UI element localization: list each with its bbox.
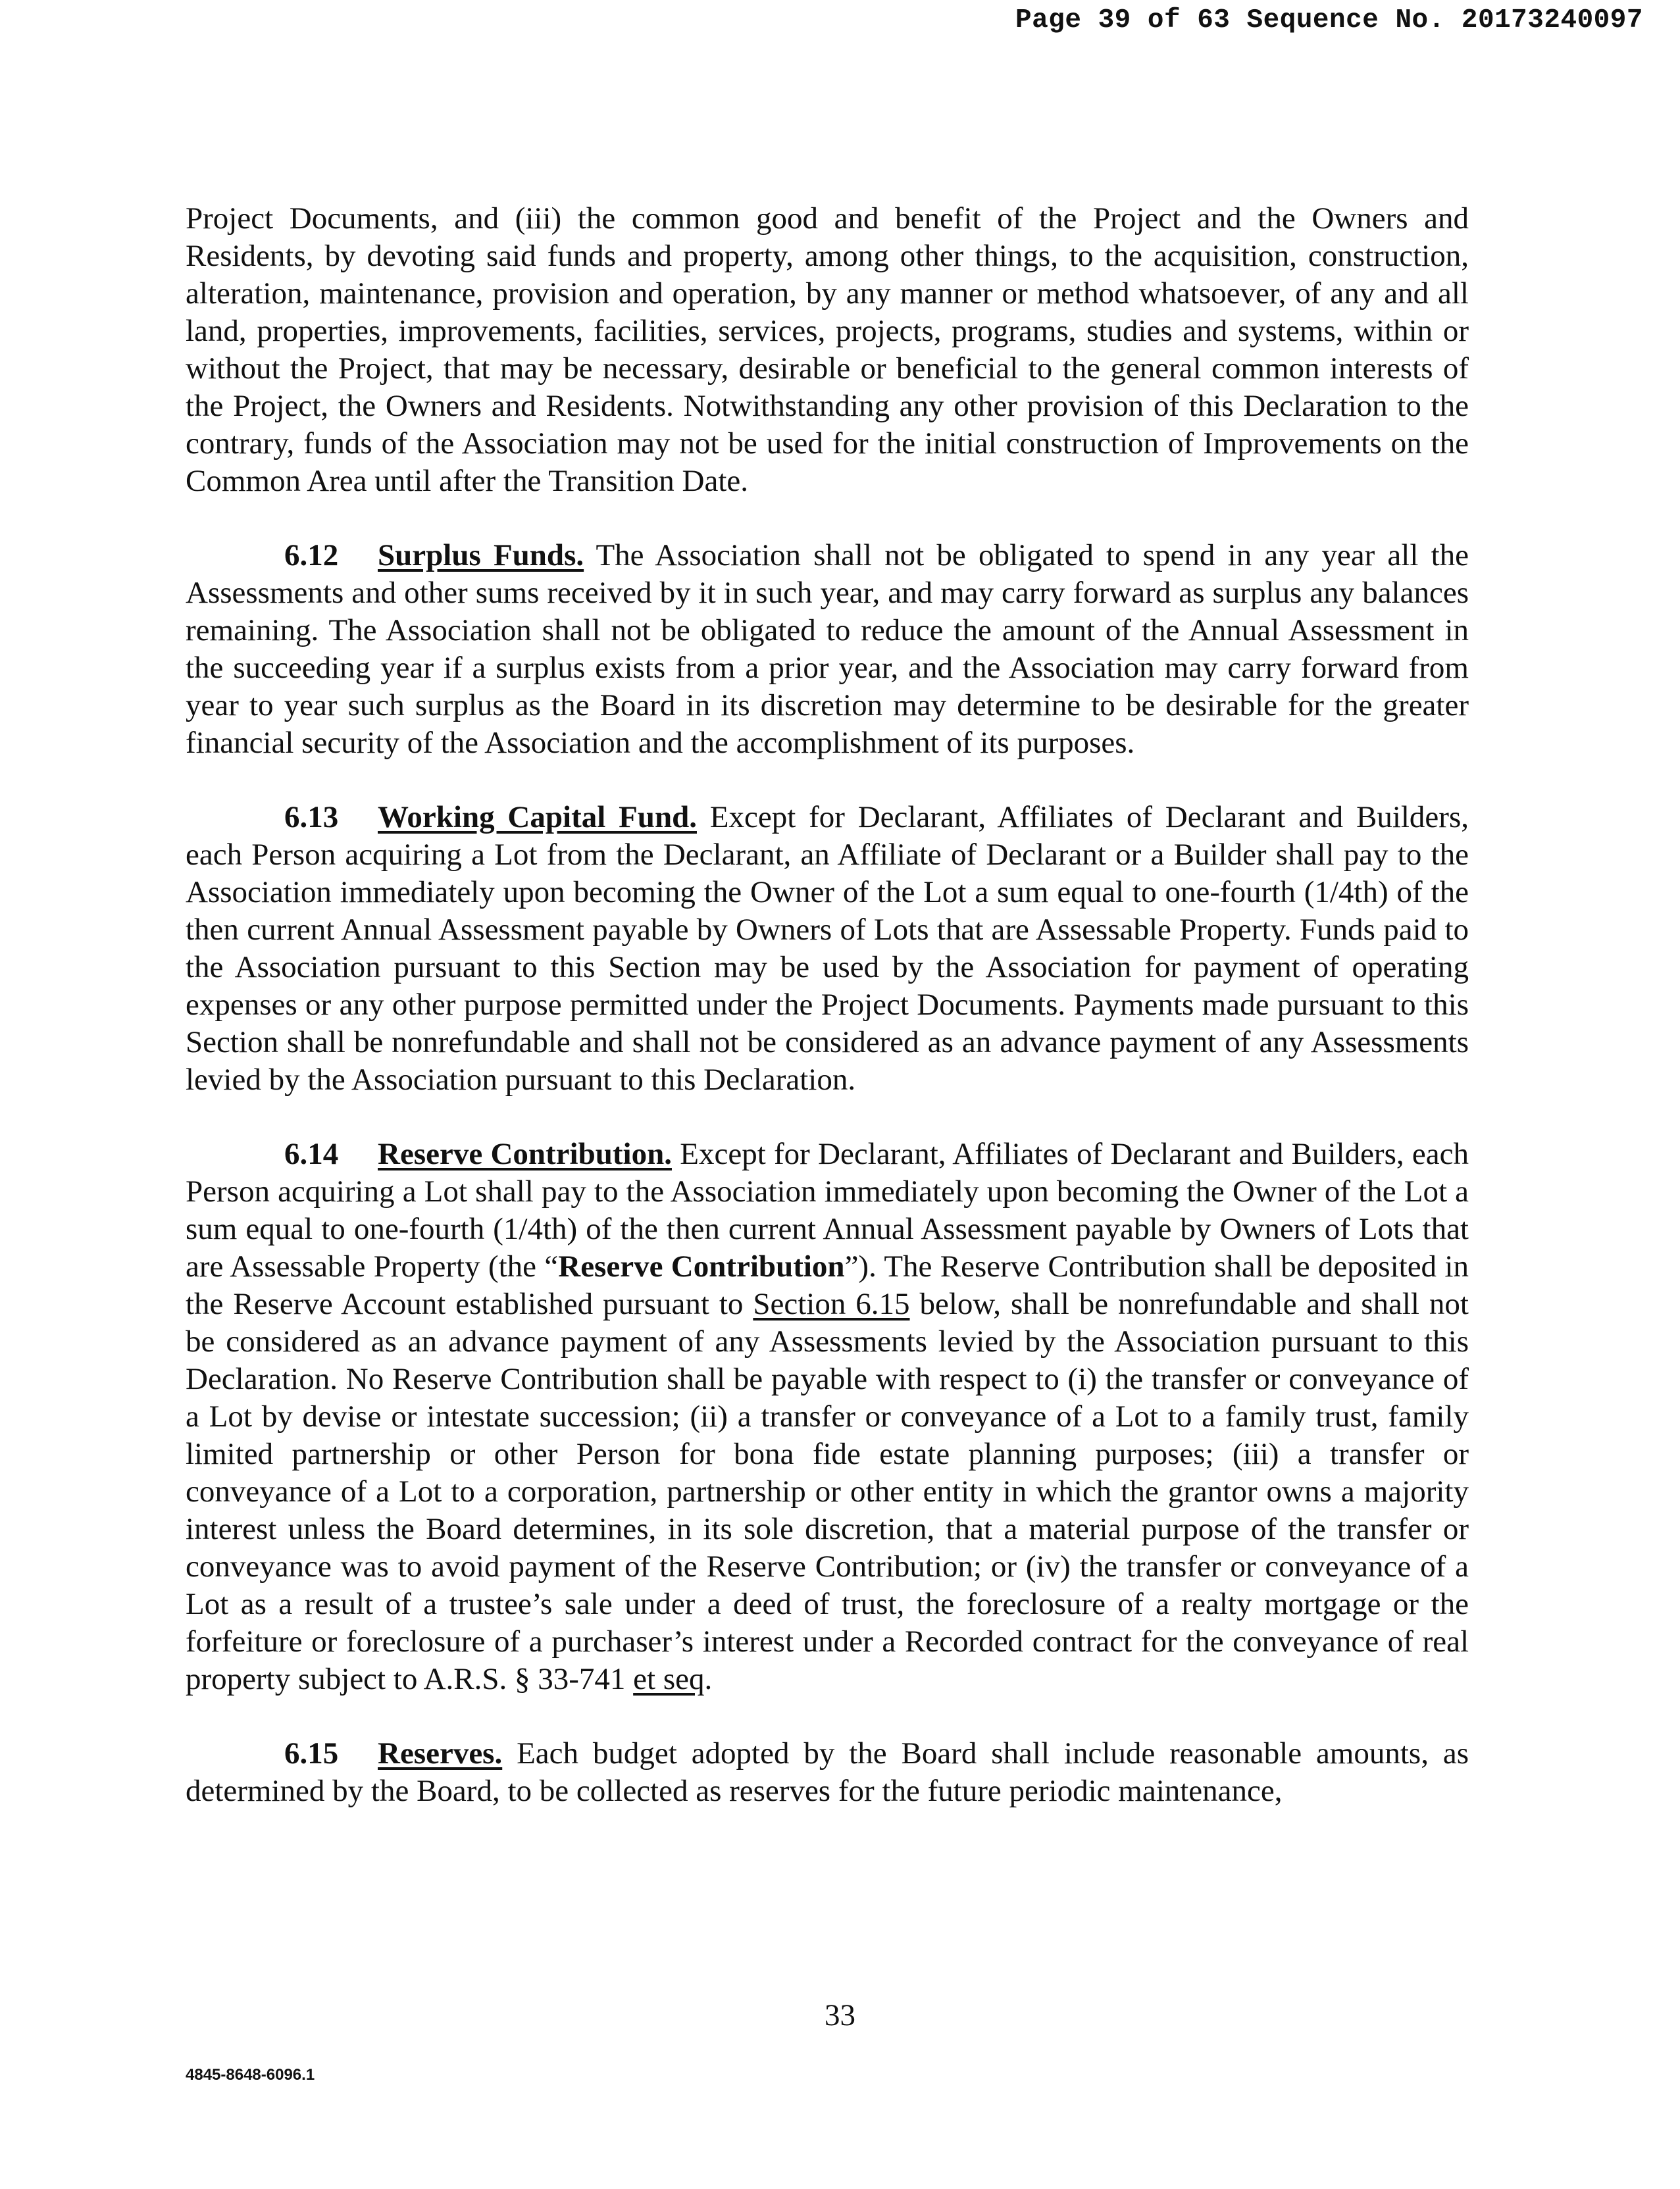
section-6-15 — [186, 1735, 1469, 1810]
section-number: 6.13 — [284, 800, 339, 834]
section-text: below, shall be nonrefundable and shall not be considered as an advance payment of any Assessments levied by the Association pursuant to this Declaration. No Reserve Contribution shall be payable with respect to (i) the transfer or conveyance of a Lot by devise or intestate succession; (ii) a transfer or conveyance of a Lot to a family trust, family limited partnership or other Person for bona fide estate planning purposes; (iii) a transfer or conveyance of a Lot to a corporation, partnership or other entity in which the grantor owns a majority interest unless the Board determines, in its sole discretion, that a material purpose of the transfer or conveyance was to avoid payment of the Reserve Contribution; or (iv) the transfer or conveyance of a Lot as a result of a trustee’s sale under a deed of trust, the foreclosure of a realty mortgage or the forfeiture or foreclosure of a purchaser’s interest under a Recorded contract for the conveyance of real property subject to A.R.S. § 33-741 — [186, 1287, 1469, 1696]
paragraph-continuation: Project Documents, and (iii) the common good and benefit of the Project and the Owners and Residents, by devoting said funds and property, among other things, to the acquisition, construction, alteration, maintenance, provision and operation, by any manner or method whatsoever, of any and all land, properties, improvements, facilities, services, projects, programs, studies and systems, within or without the Project, that may be necessary, desirable or beneficial to the general common interests of the Project, the Owners and Residents. Notwithstanding any other provision of this Declaration to the contrary, funds of the Association may not be used for the initial construction of Improvements on the Common Area until after the Transition Date. — [186, 201, 1469, 498]
section-reference: Section 6.15 — [753, 1287, 910, 1321]
section-number: 6.14 — [284, 1137, 339, 1171]
section-heading: Surplus Funds. — [378, 538, 584, 572]
section-text: ”). The Reserve Contribution shall be deposited in the Reserve Account established pursuant to — [186, 1249, 1469, 1321]
et-seq: et seq — [633, 1662, 705, 1696]
page-number: 33 — [825, 1998, 855, 2032]
document-body — [186, 200, 1469, 1847]
section-text: Each budget adopted by the Board shall include reasonable amounts, as determined by the Board, to be collected as reserves for the future periodic maintenance, — [186, 1736, 1469, 1808]
section-heading: Reserves. — [378, 1736, 503, 1771]
section-6-14 — [186, 1136, 1469, 1698]
section-text: Except for Declarant, Affiliates of Declarant and Builders, each Person acquiring a Lot from the Declarant, an Affiliate of Declarant or a Builder shall pay to the Association immediately upon becoming the Owner of the Lot a sum equal to one-fourth (1/4th) of the then current Annual Assessment payable by Owners of Lots that are Assessable Property. Funds paid to the Association pursuant to this Section may be used by the Association for payment of operating expenses or any other purpose permitted under the Project Documents. Payments made pursuant to this Section shall be nonrefundable and shall not be considered as an advance payment of any Assessments levied by the Association pursuant to this Declaration. — [186, 800, 1469, 1097]
section-heading: Reserve Contribution. — [378, 1137, 672, 1171]
section-text: Except for Declarant, Affiliates of Declarant and Builders, each Person acquiring a Lot shall pay to the Association immediately upon becoming the Owner of the Lot a sum equal to one-fourth (1/4th) of the then current Annual Assessment payable by Owners of Lots that are Assessable Property (the “ — [186, 1137, 1469, 1284]
section-6-13 — [186, 799, 1469, 1099]
section-number: 6.15 — [284, 1736, 339, 1771]
document-id: 4845-8648-6096.1 — [186, 2066, 315, 2084]
section-number: 6.12 — [284, 538, 339, 572]
page-sequence-header: Page 39 of 63 Sequence No. 20173240097 — [1015, 5, 1643, 36]
defined-term: Reserve Contribution — [558, 1249, 845, 1284]
section-text: The Association shall not be obligated to spend in any year all the Assessments and other sums received by it in such year, and may carry forward as surplus any balances remaining. The Association shall not be obligated to reduce the amount of the Annual Assessment in the succeeding year if a surplus exists from a prior year, and the Association may carry forward from year to year such surplus as the Board in its discretion may determine to be desirable for the greater financial security of the Association and the accomplishment of its purposes. — [186, 538, 1469, 760]
section-6-12 — [186, 537, 1469, 762]
section-heading: Working Capital Fund. — [378, 800, 697, 834]
section-text: . — [704, 1662, 713, 1696]
